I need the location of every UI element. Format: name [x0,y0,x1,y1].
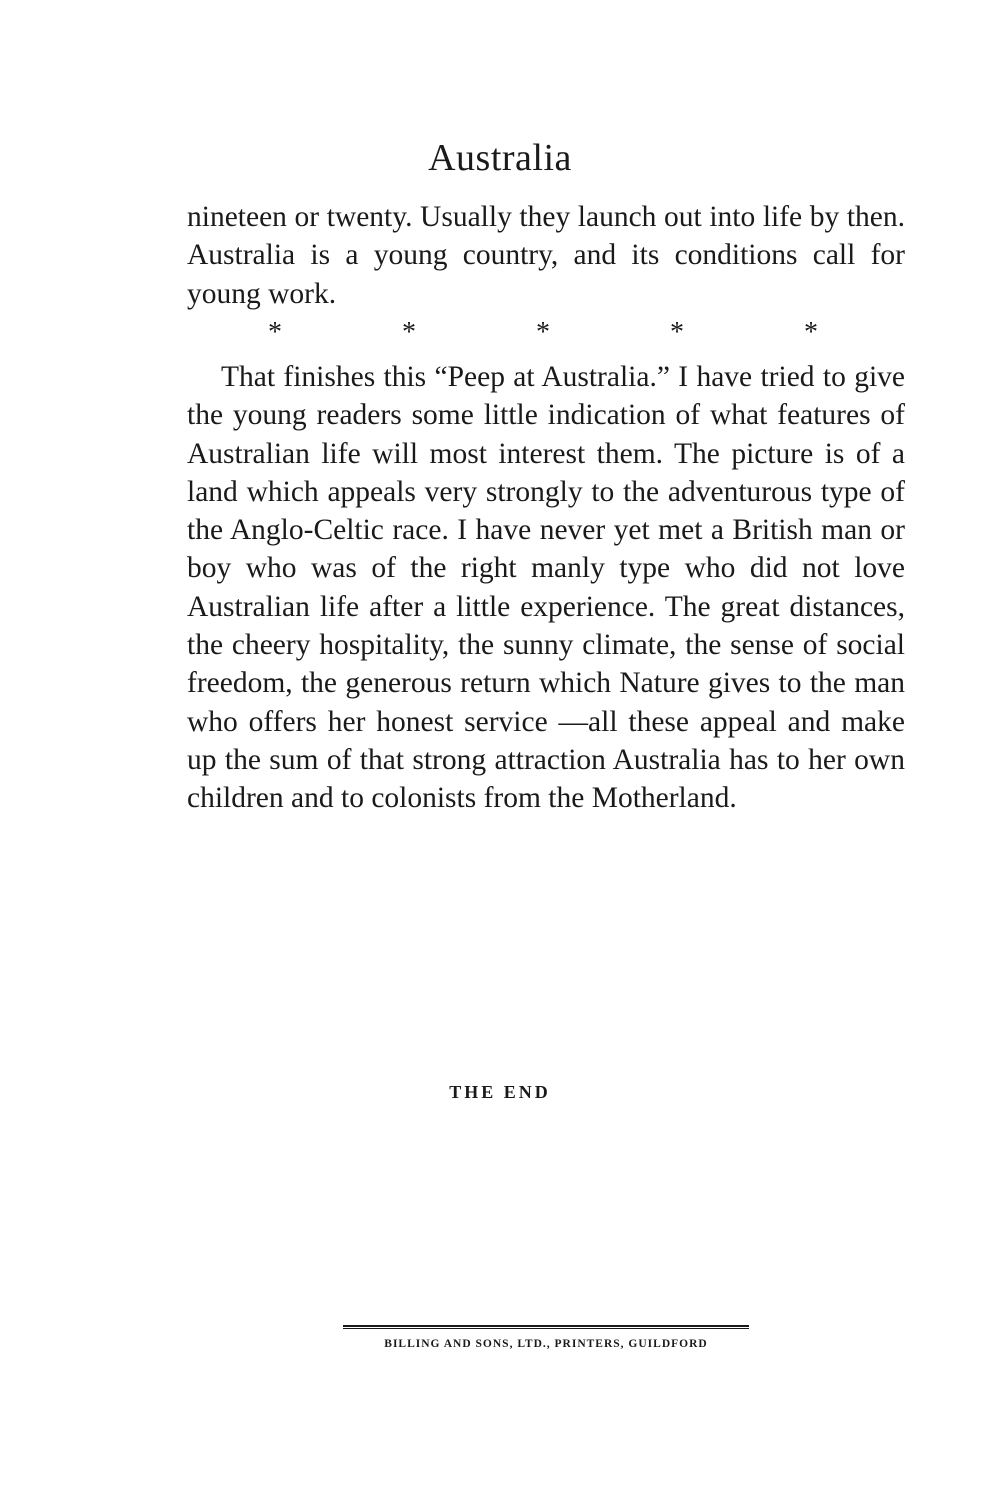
asterism-4: * [670,317,684,348]
closing-paragraph: That finishes this “Peep at Australia.” I have tried to give the young readers some little indication of what features of Australian life will most interest them. The picture is of a land which appeals very strongly to the adventurous type of the Anglo-Celtic race. I have never yet met a British man or boy who was of the right manly type who did not love Australian life after a little experience. The great distances, the cheery hospitality, the sunny climate, the sense of social freedom, the generous return which Nature gives to the man who offers her honest service —all these appeal and make up the sum of that strong attraction Australia has to her own children and to colonists from the Motherland. [187,361,905,815]
printer-imprint: BILLING AND SONS, LTD., PRINTERS, GUILDFORD [384,1338,708,1350]
continued-paragraph-block [187,198,905,313]
asterism-3: * [536,317,550,348]
the-end-heading: THE END [449,1082,551,1102]
asterism-5: * [804,317,818,348]
running-head: Australia [428,137,572,179]
closing-paragraph-block [187,358,905,818]
asterism-2: * [402,317,416,348]
printer-rule-divider [343,1325,749,1329]
section-break-asterisms [268,315,818,351]
continued-paragraph: nineteen or twenty. Usually they launch out into life by then. Australia is a young country, and its conditions call for young work. [187,201,905,310]
asterism-1: * [268,317,282,348]
